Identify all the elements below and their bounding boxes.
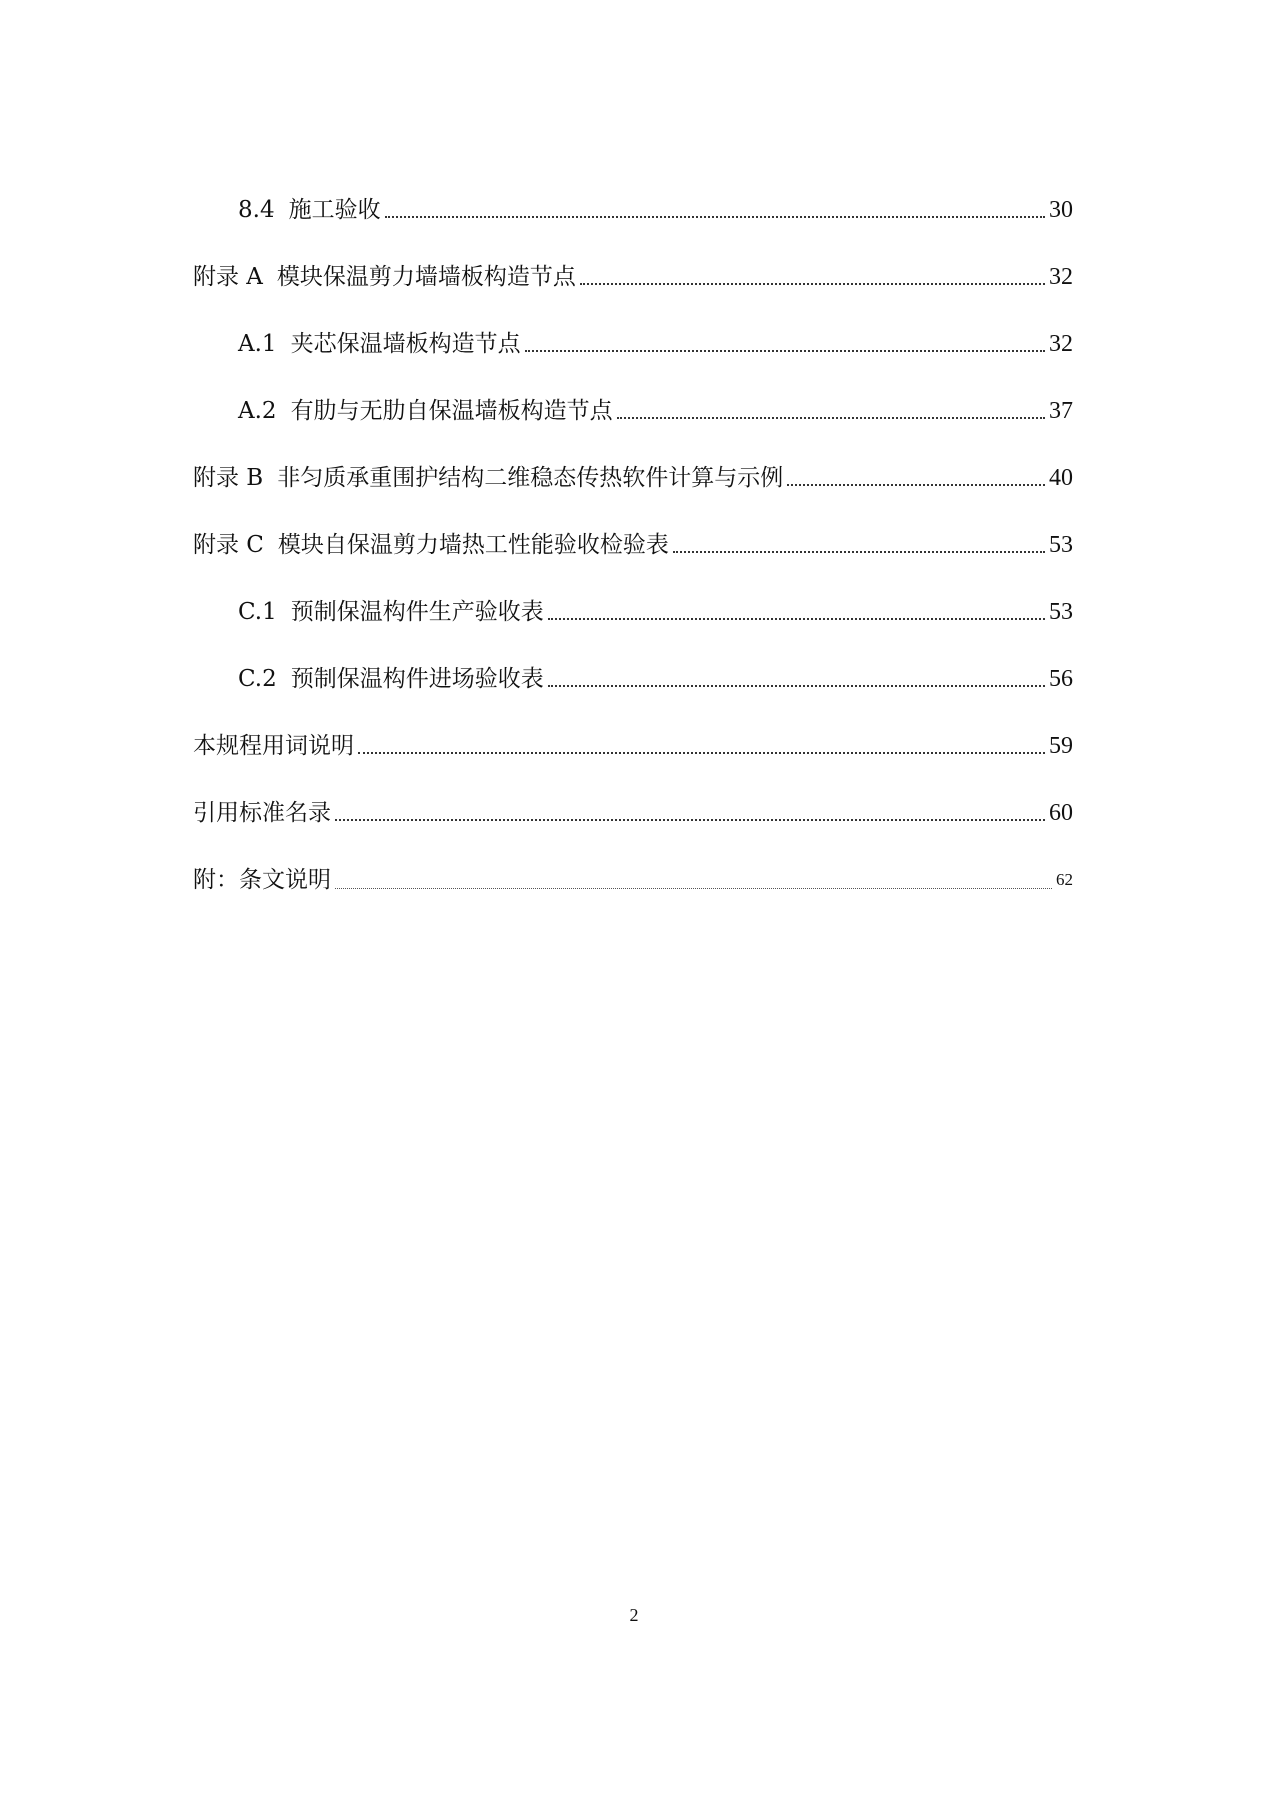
toc-entry-page: 40 [1049, 465, 1073, 491]
toc-entry-label [193, 865, 331, 895]
toc-entry-page: 62 [1056, 870, 1073, 889]
toc-entry-number: 附录 A [193, 264, 263, 290]
dot-leader [787, 483, 1045, 486]
toc-entry-page: 60 [1049, 800, 1073, 826]
toc-entry-label [193, 463, 783, 493]
dot-leader [335, 887, 1052, 889]
toc-entry[interactable] [193, 828, 1073, 895]
toc-entry[interactable] [193, 694, 1073, 761]
toc-entry-number: 8.4 [238, 197, 275, 223]
toc-entry-label [238, 329, 521, 359]
toc-entry-page: 53 [1049, 532, 1073, 558]
toc-entry[interactable] [193, 158, 1073, 225]
toc-entry-page: 37 [1049, 398, 1073, 424]
toc-entry-label [238, 195, 381, 225]
toc-entry-label [238, 396, 613, 426]
dot-leader [548, 684, 1045, 687]
dot-leader [525, 349, 1045, 352]
toc-entry-title: 预制保温构件进场验收表 [290, 666, 544, 692]
toc-entry-number: 附录 C [193, 532, 264, 558]
page-number: 2 [629, 1605, 639, 1625]
toc-entry-title: 本规程用词说明 [193, 733, 354, 759]
toc-entry-page: 59 [1049, 733, 1073, 759]
toc-entry-label [193, 798, 331, 828]
toc-entry-number: C.2 [238, 666, 277, 692]
dot-leader [617, 416, 1045, 419]
toc-entry-label [193, 262, 576, 292]
toc-entry[interactable] [193, 761, 1073, 828]
toc-entry-number: 附录 B [193, 465, 264, 491]
toc-entry-number: A.1 [238, 331, 277, 357]
dot-leader [580, 282, 1045, 285]
toc-entry-label [193, 731, 354, 761]
toc-entry-page: 56 [1049, 666, 1073, 692]
dot-leader [385, 215, 1045, 218]
toc-entry-number: A.2 [238, 398, 277, 424]
toc-entry-title: 引用标准名录 [193, 800, 331, 826]
dot-leader [335, 818, 1045, 821]
dot-leader [358, 751, 1045, 754]
toc-entry-page: 30 [1049, 197, 1073, 223]
toc-entry-title: 预制保温构件生产验收表 [290, 599, 544, 625]
toc-entry-label [193, 530, 669, 560]
toc-entry-title: 有肋与无肋自保温墙板构造节点 [290, 398, 613, 424]
toc-entry[interactable] [193, 560, 1073, 627]
dot-leader [673, 550, 1045, 553]
toc-entry-title: 模块保温剪力墙墙板构造节点 [276, 264, 576, 290]
toc-entry-page: 32 [1049, 264, 1073, 290]
toc-entry[interactable] [193, 359, 1073, 426]
toc-entry-title: 夹芯保温墙板构造节点 [290, 331, 521, 357]
toc-entry[interactable] [193, 493, 1073, 560]
toc-entry[interactable] [193, 292, 1073, 359]
dot-leader [548, 617, 1045, 620]
toc-entry[interactable] [193, 225, 1073, 292]
toc-entry-number: C.1 [238, 599, 277, 625]
toc-entry-title: 附：条文说明 [193, 867, 331, 893]
toc-entry[interactable] [193, 426, 1073, 493]
toc-entry-label [238, 597, 544, 627]
toc-entry-page: 32 [1049, 331, 1073, 357]
toc-entry-label [238, 664, 544, 694]
toc-entry[interactable] [193, 627, 1073, 694]
toc-entry-title: 施工验收 [288, 197, 381, 223]
toc-entry-title: 模块自保温剪力墙热工性能验收检验表 [277, 532, 669, 558]
table-of-contents [193, 158, 1073, 895]
toc-entry-page: 53 [1049, 599, 1073, 625]
toc-entry-title: 非匀质承重围护结构二维稳态传热软件计算与示例 [277, 465, 784, 491]
